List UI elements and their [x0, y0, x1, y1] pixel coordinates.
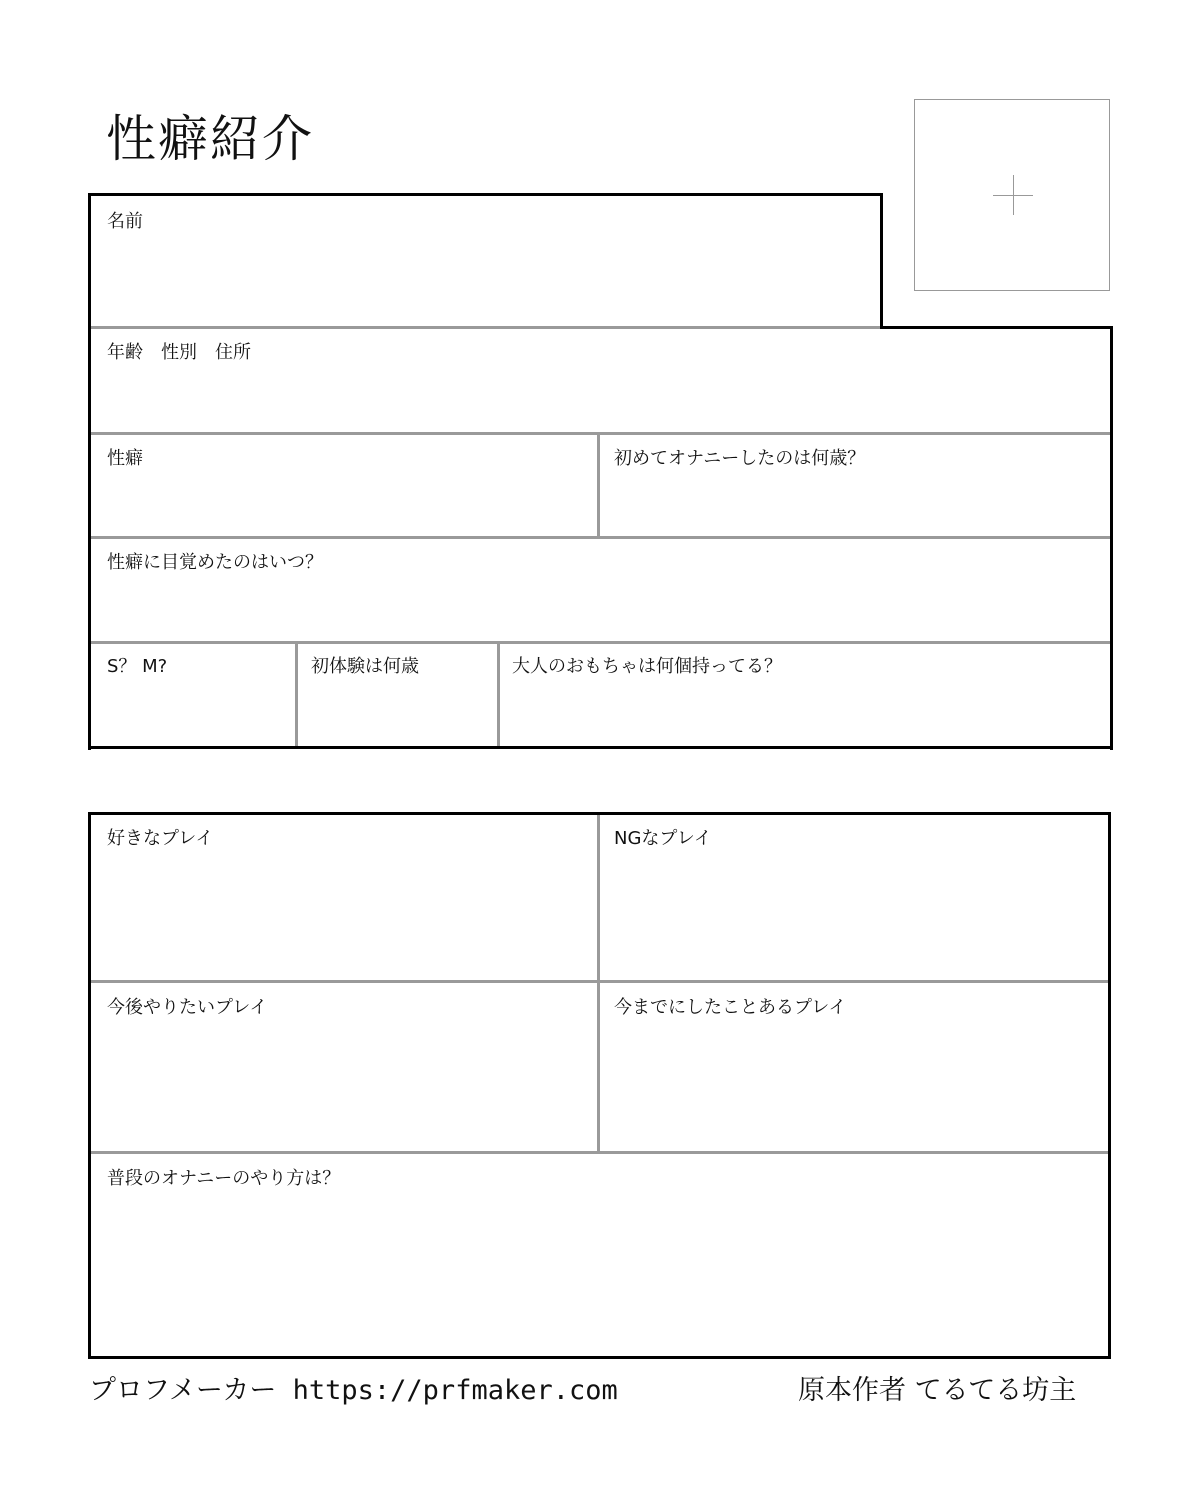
favorite-play-field[interactable]: 好きなプレイ: [107, 828, 214, 849]
want-to-try-play-field[interactable]: 今後やりたいプレイ: [107, 997, 268, 1018]
first-experience-age-field[interactable]: 初体験は何歳: [311, 656, 419, 677]
photo-upload-box[interactable]: [914, 99, 1110, 291]
author-credit: 原本作者 てるてる坊主: [798, 1375, 1077, 1406]
s-or-m-field[interactable]: S？ M?: [107, 656, 168, 677]
name-field[interactable]: 名前: [107, 211, 143, 232]
age-sex-address-field[interactable]: 年齢 性別 住所: [107, 342, 251, 363]
fetish-field[interactable]: 性癖: [107, 448, 143, 469]
done-before-play-field[interactable]: 今までにしたことあるプレイ: [614, 997, 847, 1018]
toys-count-field[interactable]: 大人のおもちゃは何個持ってる？: [512, 656, 782, 677]
fetish-awakening-field[interactable]: 性癖に目覚めたのはいつ？: [107, 552, 323, 573]
first-masturbation-age-field[interactable]: 初めてオナニーしたのは何歳？: [614, 448, 866, 469]
ng-play-field[interactable]: NGなプレイ: [614, 828, 712, 849]
usual-method-field[interactable]: 普段のオナニーのやり方は？: [107, 1168, 341, 1189]
page-title: 性癖紹介: [106, 110, 314, 168]
maker-credit: プロフメーカー https://prfmaker.com: [89, 1375, 618, 1406]
